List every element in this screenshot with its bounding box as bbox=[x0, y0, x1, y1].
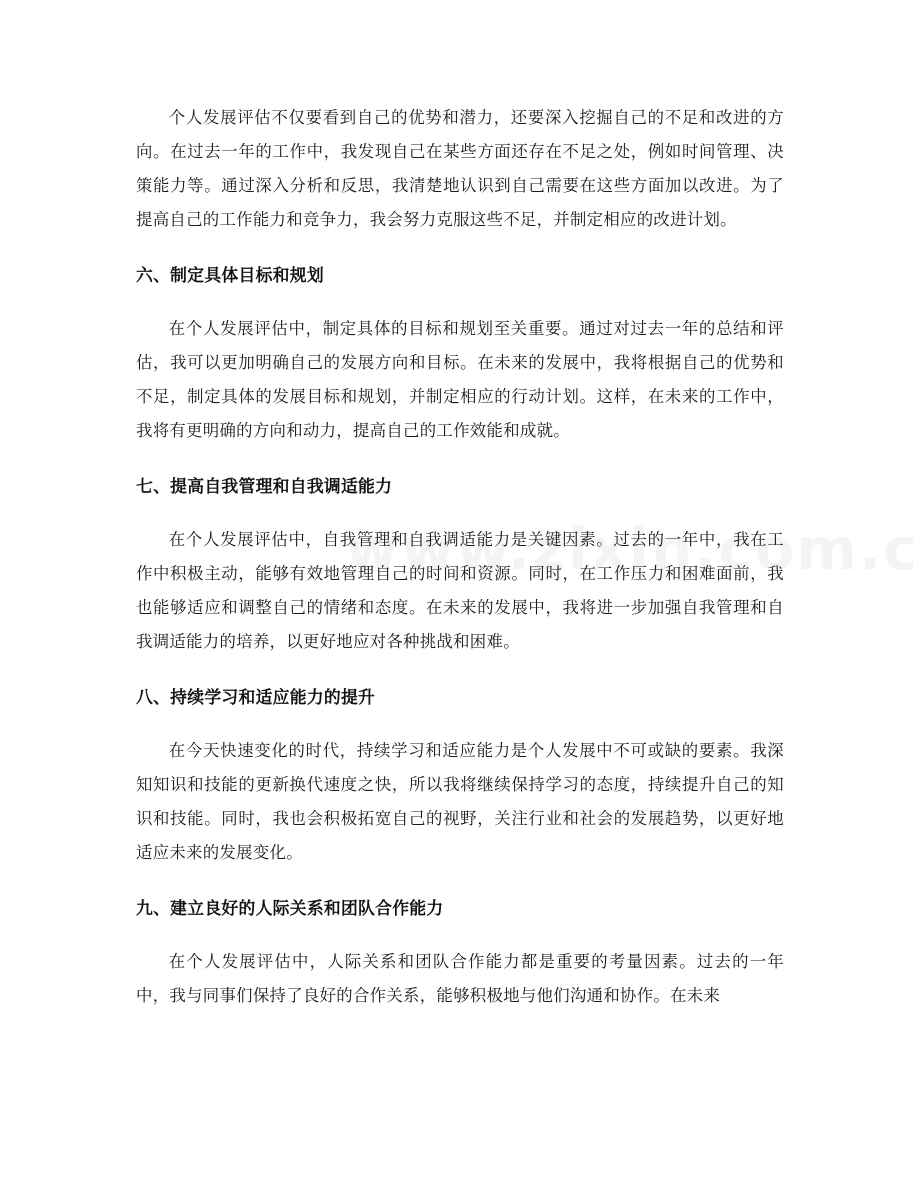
heading-section-6: 六、制定具体目标和规划 bbox=[136, 265, 324, 285]
paragraph-improvement: 个人发展评估不仅要看到自己的优势和潜力，还要深入挖掘自己的不足和改进的方向。在过去一年的工作中，我发现自己在某些方面还存在不足之处，例如时间管理、决策能力等。通过深入分析和反思，我清楚地认识到自己需要在这些方面加以改进。为了提高自己的工作能力和竞争力，我会努力克服这些不足，并制定相应的改进计划。 bbox=[136, 108, 784, 229]
paragraph-section-6: 在个人发展评估中，制定具体的目标和规划至关重要。通过对过去一年的总结和评估，我可以更加明确自己的发展方向和目标。在未来的发展中，我将根据自己的优势和不足，制定具体的发展目标和规划，并制定相应的行动计划。这样，在未来的工作中，我将有更明确的方向和动力，提高自己的工作效能和成就。 bbox=[136, 319, 784, 440]
paragraph-section-9: 在个人发展评估中，人际关系和团队合作能力都是重要的考量因素。过去的一年中，我与同事们保持了良好的合作关系，能够积极地与他们沟通和协作。在未来 bbox=[136, 952, 784, 1005]
heading-section-8: 八、持续学习和适应能力的提升 bbox=[136, 687, 376, 707]
heading-section-7: 七、提高自我管理和自我调适能力 bbox=[136, 476, 393, 496]
document-body bbox=[136, 101, 784, 1013]
heading-section-9: 九、建立良好的人际关系和团队合作能力 bbox=[136, 898, 444, 918]
paragraph-section-8: 在今天快速变化的时代，持续学习和适应能力是个人发展中不可或缺的要素。我深知知识和技能的更新换代速度之快，所以我将继续保持学习的态度，持续提升自己的知识和技能。同时，我也会积极拓宽自己的视野，关注行业和社会的发展趋势，以更好地适应未来的发展变化。 bbox=[136, 741, 784, 862]
paragraph-section-7: 在个人发展评估中，自我管理和自我调适能力是关键因素。过去的一年中，我在工作中积极主动，能够有效地管理自己的时间和资源。同时，在工作压力和困难面前，我也能够适应和调整自己的情绪和态度。在未来的发展中，我将进一步加强自我管理和自我调适能力的培养，以更好地应对各种挑战和困难。 bbox=[136, 530, 784, 651]
